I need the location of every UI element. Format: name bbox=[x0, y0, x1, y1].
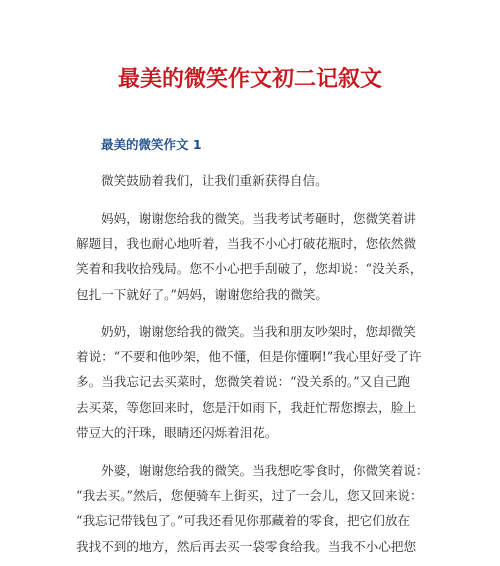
paragraph-line: “我去买。”然后，您便骑车上街买，过了一会儿，您又回来说： bbox=[76, 488, 423, 503]
paragraph-line: 多。当我忘记去买菜时，您微笑着说：“没关系的。”又自己跑 bbox=[76, 374, 411, 389]
document-title: 最美的微笑作文初二记叙文 bbox=[117, 67, 382, 92]
paragraph-line: 我找不到的地方，然后再去买一袋零食给我。当我不小心把您 bbox=[76, 539, 417, 554]
paragraph-line: 着说：“不要和他吵架，他不懂，但是你懂啊!”我心里好受了许 bbox=[76, 349, 422, 364]
paragraph-line: 解题目，我也耐心地听着，当我不小心打破花瓶时，您依然微 bbox=[76, 236, 417, 251]
section-heading: 最美的微笑作文 1 bbox=[101, 137, 202, 152]
paragraph-line: 微笑鼓励着我们，让我们重新获得自信。 bbox=[101, 173, 328, 188]
paragraph-line: 外婆，谢谢您给我的微笑。当我想吃零食时，你微笑着说： bbox=[101, 463, 429, 478]
paragraph-line: 包扎一下就好了。”妈妈，谢谢您给我的微笑。 bbox=[76, 287, 329, 302]
paragraph-line: 妈妈，谢谢您给我的微笑。当我考试考砸时，您微笑着讲 bbox=[101, 211, 416, 226]
paragraph-line: 带豆大的汗珠，眼睛还闪烁着泪花。 bbox=[76, 425, 278, 440]
paragraph-line: 去买菜，等您回来时，您是汗如雨下，我赶忙帮您擦去，脸上 bbox=[76, 400, 417, 415]
paragraph-line: 笑着和我收拾残局。您不小心把手刮破了，您却说：“没关系， bbox=[76, 261, 423, 276]
paragraph-line: 奶奶，谢谢您给我的微笑。当我和朋友吵架时，您却微笑 bbox=[101, 324, 416, 339]
paragraph-line: “我忘记带钱包了。”可我还看见你那藏着的零食，把它们放在 bbox=[76, 513, 411, 528]
